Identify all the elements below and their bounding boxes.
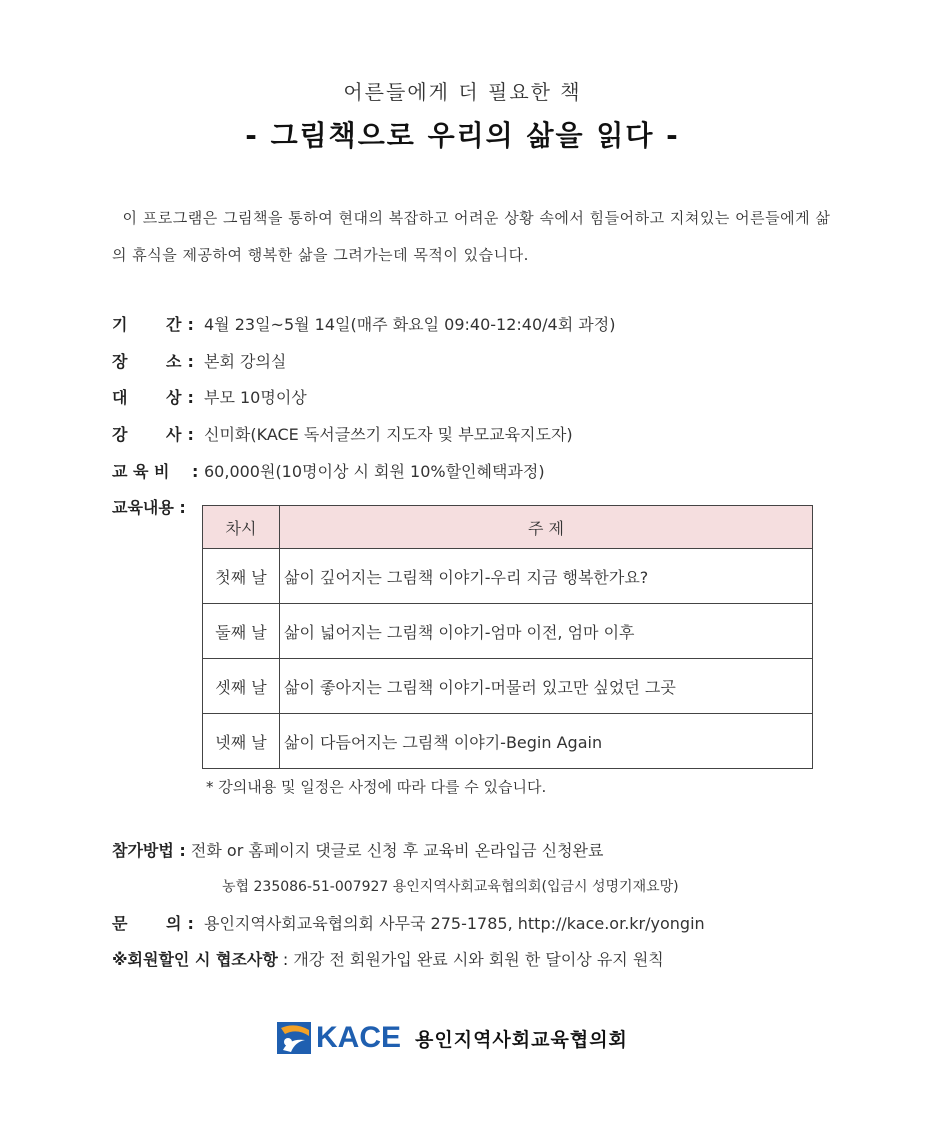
info-contact — [112, 911, 705, 934]
target-label-b: 상 — [166, 388, 182, 407]
table-row — [203, 549, 813, 604]
info-apply — [112, 838, 603, 861]
member-value: 개강 전 회원가입 완료 시와 회원 한 달이상 유지 원칙 — [293, 950, 664, 969]
intro-text: 이 프로그램은 그림책을 통하여 현대의 복잡하고 어려운 상황 속에서 힘들어하고 지쳐있는 어른들에게 삶의 휴식을 제공하여 행복한 삶을 그려가는데 목적이 있습니다. — [112, 209, 831, 264]
place-value: 본회 강의실 — [204, 352, 287, 371]
period-label-b: 간 — [166, 315, 182, 334]
info-lecturer — [112, 422, 573, 445]
schedule-topic: 삶이 좋아지는 그림책 이야기-머물러 있고만 싶었던 그곳 — [280, 659, 813, 714]
info-period — [112, 312, 615, 335]
schedule-topic: 삶이 깊어지는 그림책 이야기-우리 지금 행복한가요? — [280, 549, 813, 604]
intro-paragraph — [112, 200, 832, 274]
apply-sep: : — [179, 841, 186, 860]
schedule-table — [202, 505, 813, 769]
schedule-header-topic: 주 제 — [280, 506, 813, 549]
kace-logo-text: KACE — [316, 1021, 402, 1054]
schedule-header-row — [203, 506, 813, 549]
member-sep: : — [282, 950, 289, 969]
period-sep: : — [187, 315, 194, 334]
content-sep: : — [179, 498, 186, 517]
info-member — [112, 947, 664, 970]
table-row — [203, 659, 813, 714]
lecturer-label-a: 강 — [112, 425, 128, 444]
table-row — [203, 714, 813, 769]
page-subtitle: 어른들에게 더 필요한 책 — [343, 80, 582, 104]
page-title: - 그림책으로 우리의 삶을 읽다 - — [245, 119, 680, 152]
schedule-day: 첫째 날 — [203, 549, 280, 604]
place-label-b: 소 — [166, 352, 182, 371]
footer-logo — [275, 1020, 628, 1056]
schedule-day: 넷째 날 — [203, 714, 280, 769]
info-target — [112, 385, 307, 408]
info-place — [112, 349, 286, 372]
table-row — [203, 604, 813, 659]
organization-name: 용인지역사회교육협의회 — [415, 1028, 628, 1051]
lecturer-label-b: 사 — [166, 425, 182, 444]
target-value: 부모 10명이상 — [204, 388, 307, 407]
info-fee — [112, 459, 545, 482]
period-value: 4월 23일~5월 14일(매주 화요일 09:40-12:40/4회 과정) — [204, 315, 616, 334]
place-sep: : — [187, 352, 194, 371]
apply-label: 참가방법 — [112, 841, 174, 860]
schedule-day: 둘째 날 — [203, 604, 280, 659]
target-label-a: 대 — [112, 388, 128, 407]
lecturer-value: 신미화(KACE 독서글쓰기 지도자 및 부모교육지도자) — [204, 425, 573, 444]
contact-sep: : — [187, 914, 194, 933]
target-sep: : — [187, 388, 194, 407]
period-label-a: 기 — [112, 315, 128, 334]
schedule-day: 셋째 날 — [203, 659, 280, 714]
fee-value: 60,000원(10명이상 시 회원 10%할인혜택과정) — [204, 462, 545, 481]
schedule-note: * 강의내용 및 일정은 사정에 따라 다를 수 있습니다. — [206, 778, 547, 796]
fee-sep: : — [192, 462, 199, 481]
content-label: 교육내용 — [112, 498, 174, 517]
contact-value: 용인지역사회교육협의회 사무국 275-1785, http://kace.or.kr/yongin — [204, 914, 705, 933]
apply-value: 전화 or 홈페이지 댓글로 신청 후 교육비 온라입금 신청완료 — [190, 841, 604, 860]
lecturer-sep: : — [187, 425, 194, 444]
kace-logo-icon — [275, 1020, 313, 1056]
bank-account: 농협 235086-51-007927 용인지역사회교육협의회(입금시 성명기재요망) — [222, 879, 679, 895]
contact-label-a: 문 — [112, 914, 128, 933]
place-label-a: 장 — [112, 352, 128, 371]
member-label: ※회원할인 시 협조사항 — [112, 950, 278, 969]
fee-label: 교 육 비 — [112, 462, 170, 481]
schedule-header-session: 차시 — [203, 506, 280, 549]
schedule-topic: 삶이 넓어지는 그림책 이야기-엄마 이전, 엄마 이후 — [280, 604, 813, 659]
info-content — [112, 495, 186, 518]
contact-label-b: 의 — [166, 914, 182, 933]
schedule-topic: 삶이 다듬어지는 그림책 이야기-Begin Again — [280, 714, 813, 769]
